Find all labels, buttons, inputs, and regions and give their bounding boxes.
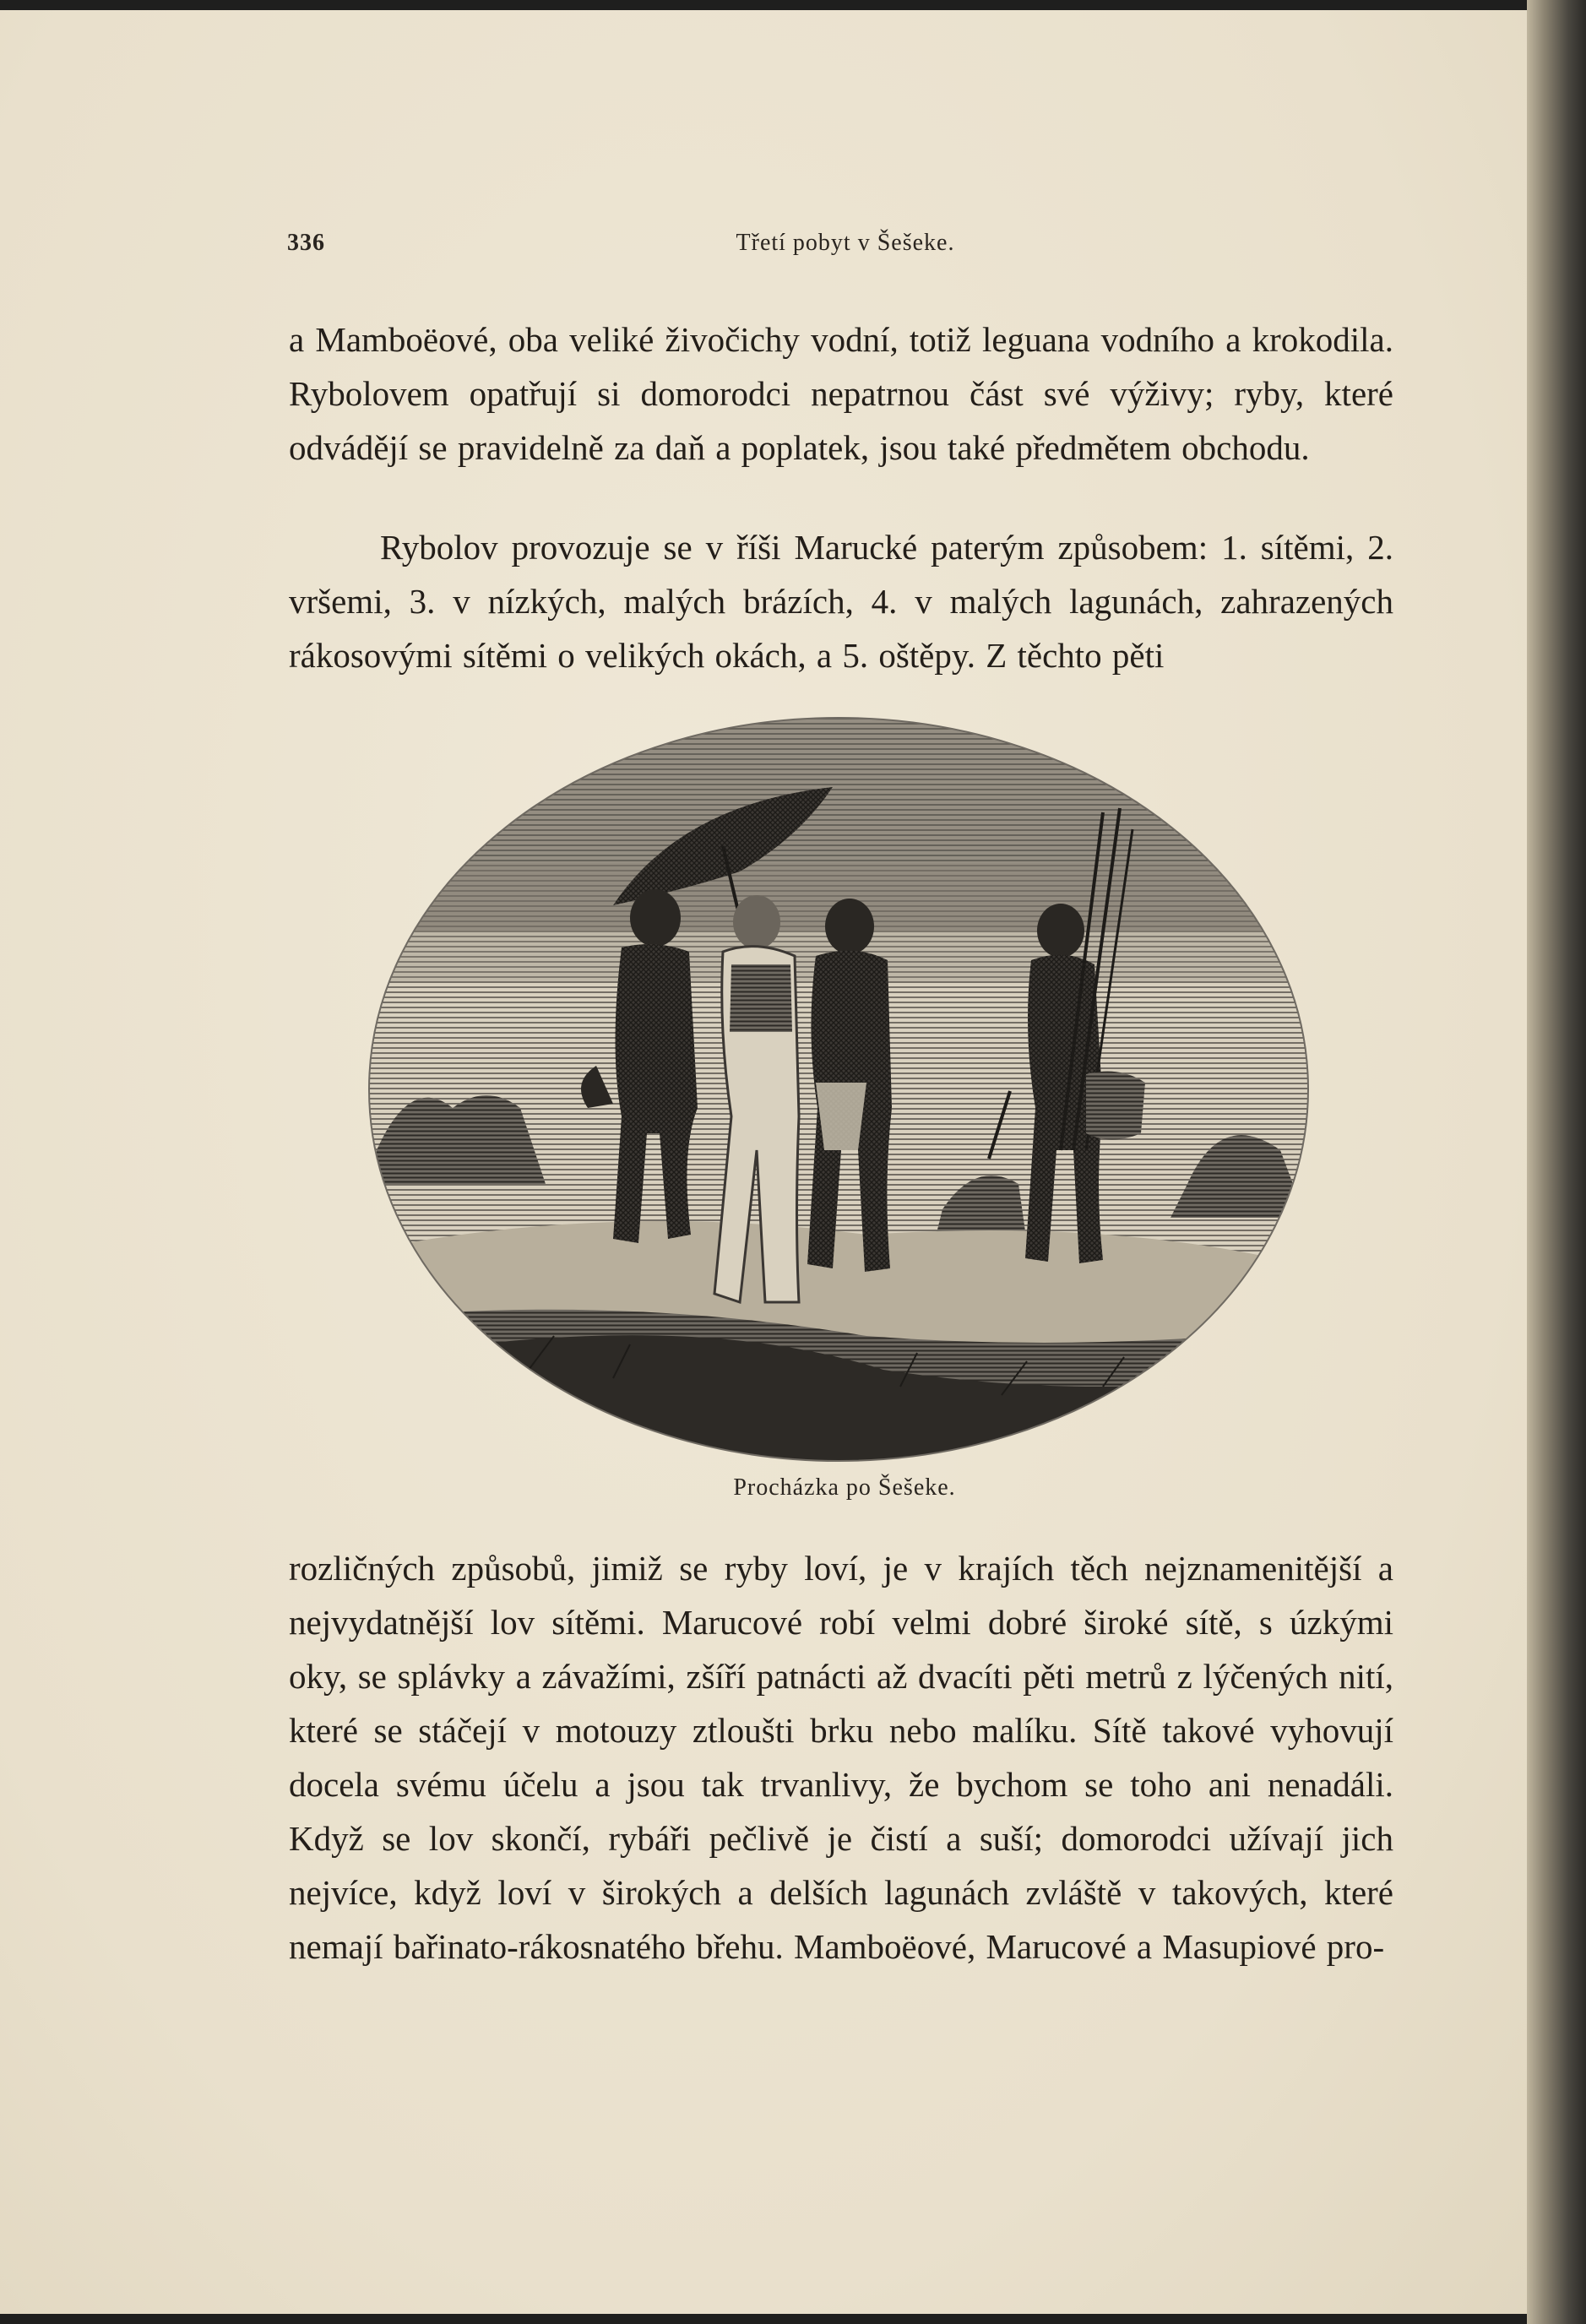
book-spine-edge bbox=[1527, 0, 1586, 2324]
paragraph-3: rozličných způsobů, jimiž se ryby loví, je v krajích těch nejznamenitější a nejvydatnější lov sítěmi. Marucové robí velmi dobré široké sítě, s úzkými oky, se splávky a závažími, zšíří patnácti až dvacíti pěti metrů z lýčených nití, které se stáčejí v motouzy ztloušti brku nebo malíku. Sítě takové vyhovují docela svému účelu a jsou tak trvanlivy, že bychom se toho ani nenadáli. Když se lov skončí, rybáři pečlivě je čistí a suší; domorodci užívají jich nejvíce, když loví v širokých a delších lagunách zvláště v takových, které nemají bařinato-rákosnatého břehu. Mamboëové, Marucové a Masupiové pro- bbox=[289, 1549, 1393, 1966]
page-header bbox=[287, 230, 1404, 267]
page-number: 336 bbox=[287, 230, 325, 256]
engraving-illustration bbox=[360, 711, 1317, 1471]
running-title: Třetí pobyt v Šešeke. bbox=[736, 230, 955, 256]
paragraph-2: Rybolov provozuje se v říši Marucké paterým způsobem: 1. sítěmi, 2. vršemi, 3. v nízkých, malých brázích, 4. v malých lagunách, zahrazených rákosovými sítěmi o velikých okách, a 5. oštěpy. Z těchto pěti bbox=[289, 528, 1393, 675]
paragraph-1: a Mamboëové, oba veliké živočichy vodní, totiž leguana vodního a krokodila. Rybolovem opatřují si domorodci nepatrnou část své výživy; ryby, které odvádějí se pravidelně za daň a poplatek, jsou také předmětem obchodu. bbox=[289, 320, 1393, 467]
engraving-svg bbox=[360, 711, 1317, 1471]
illustration-caption: Procházka po Šešeke. bbox=[733, 1474, 956, 1501]
